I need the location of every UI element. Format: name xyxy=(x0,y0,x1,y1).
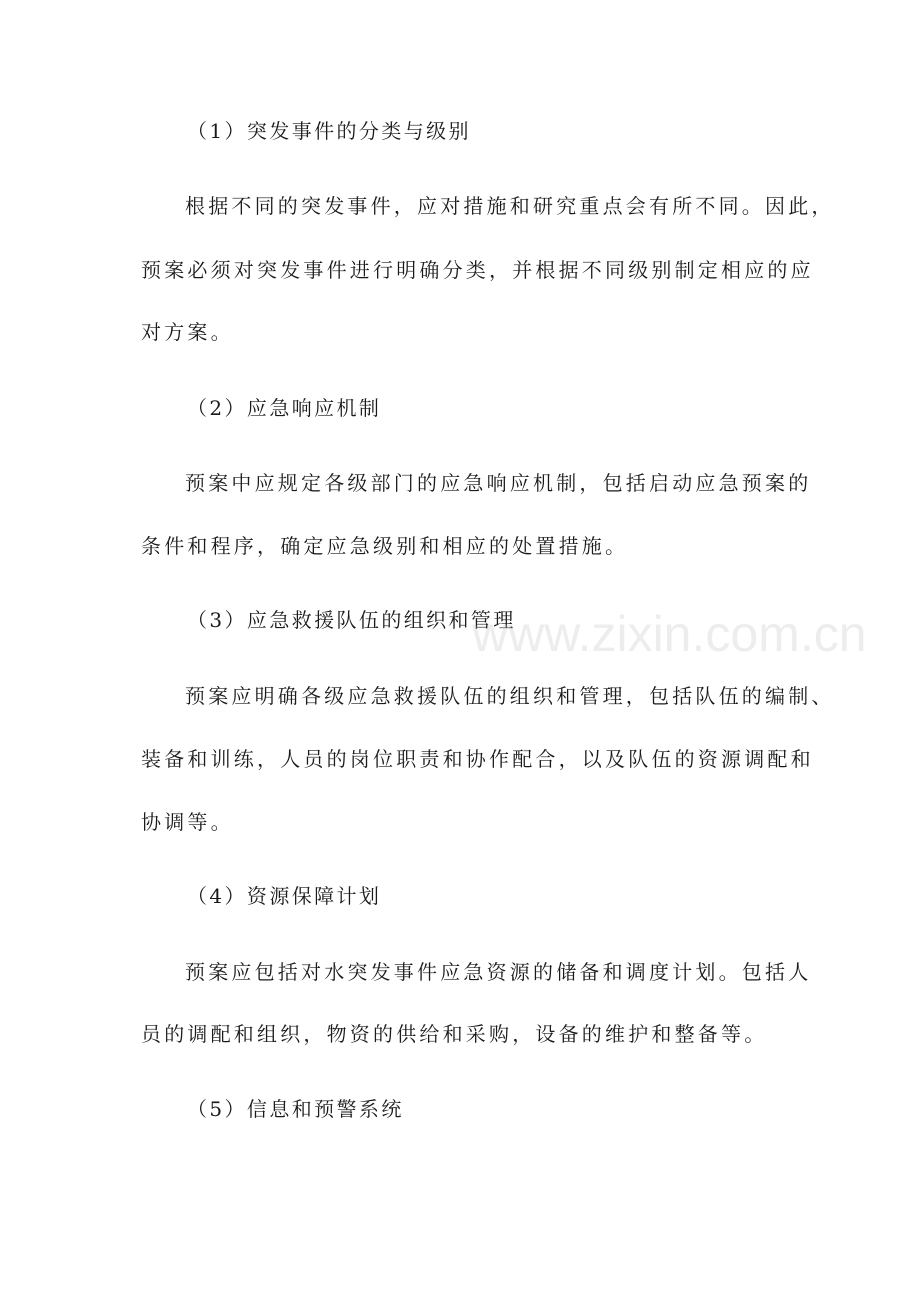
section-1-paragraph-line-1: 根据不同的突发事件，应对措施和研究重点会有所不同。因此， xyxy=(185,194,835,218)
section-3-paragraph-line-2: 装备和训练，人员的岗位职责和协作配合，以及队伍的资源调配和 xyxy=(141,747,814,771)
watermark-text: www.zixin.com.cn xyxy=(472,606,867,662)
section-2-paragraph-line-2: 条件和程序，确定应急级别和相应的处置措施。 xyxy=(141,534,629,558)
section-2-heading: （2）应急响应机制 xyxy=(187,396,382,420)
section-3-paragraph-line-1: 预案应明确各级应急救援队伍的组织和管理，包括队伍的编制、 xyxy=(185,684,835,708)
section-4-heading: （4）资源保障计划 xyxy=(187,884,382,908)
section-4-paragraph-line-2: 员的调配和组织，物资的供给和采购，设备的维护和整备等。 xyxy=(141,1022,768,1046)
section-4-paragraph-line-1: 预案应包括对水突发事件应急资源的储备和调度计划。包括人 xyxy=(185,960,812,984)
section-3-paragraph-line-3: 协调等。 xyxy=(141,810,234,834)
section-1-heading: （1）突发事件的分类与级别 xyxy=(187,119,471,143)
section-1-paragraph-line-2: 预案必须对突发事件进行明确分类，并根据不同级别制定相应的应 xyxy=(141,258,814,282)
section-1-paragraph-line-3: 对方案。 xyxy=(141,320,234,344)
section-3-heading: （3）应急救援队伍的组织和管理 xyxy=(187,608,516,632)
section-2-paragraph-line-1: 预案中应规定各级部门的应急响应机制，包括启动应急预案的 xyxy=(185,471,812,495)
section-5-heading: （5）信息和预警系统 xyxy=(187,1097,404,1121)
